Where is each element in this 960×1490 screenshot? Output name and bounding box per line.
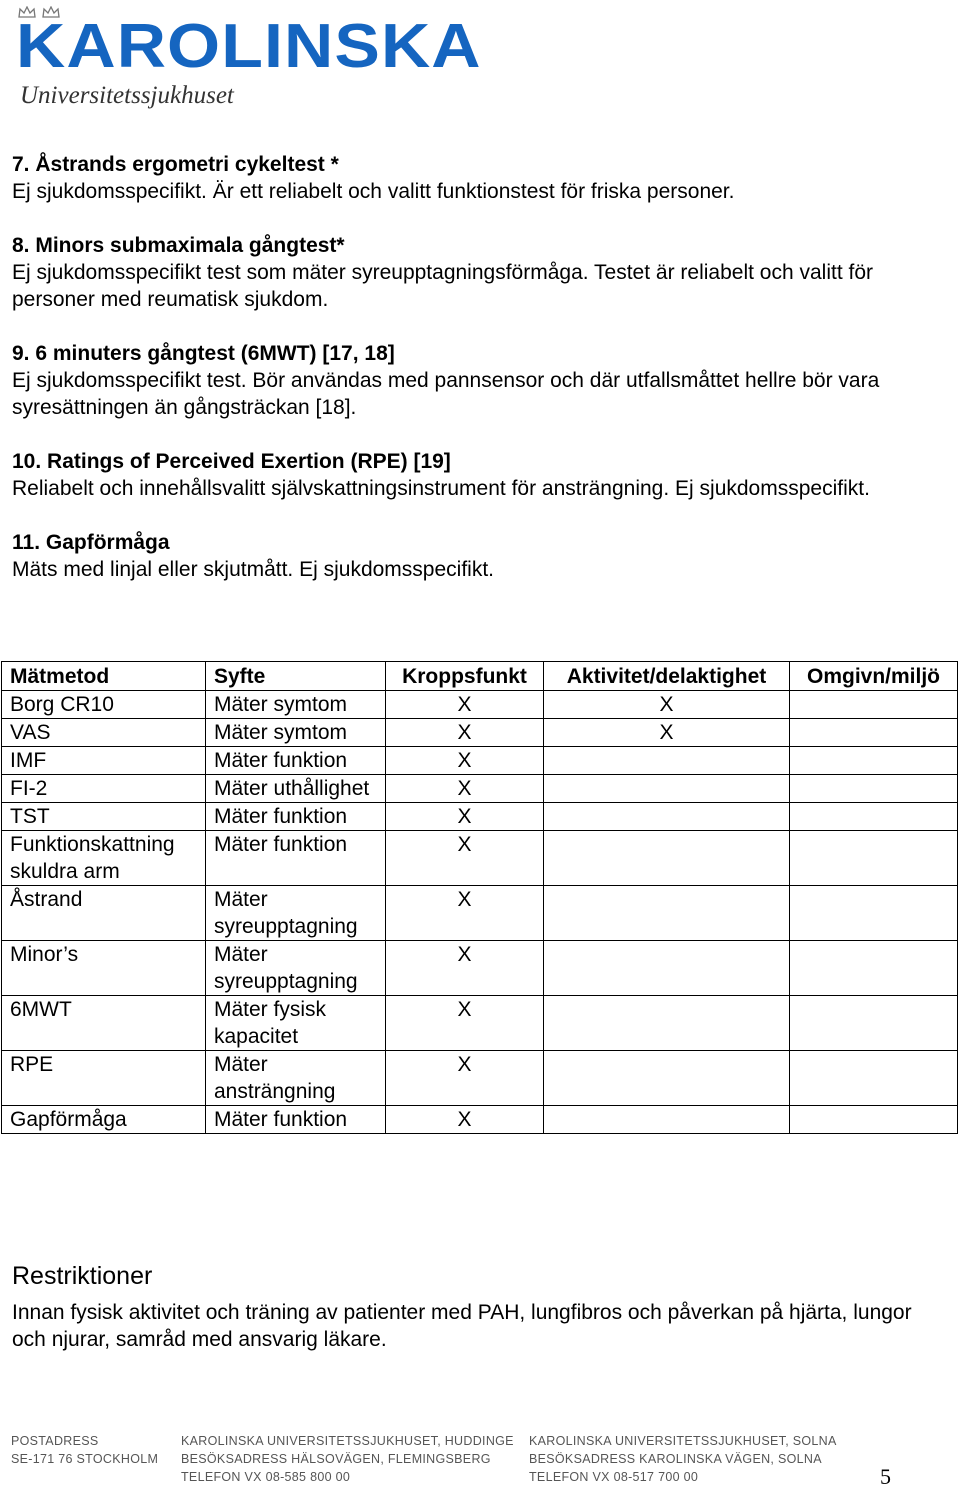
cell-kroppsfunkt: X xyxy=(386,1051,544,1106)
cell-aktivitet xyxy=(544,775,790,803)
cell-kroppsfunkt: X xyxy=(386,803,544,831)
section-body: Ej sjukdomsspecifikt test som mäter syreupptagningsförmåga. Testet är reliabelt och valitt för personer med reumatisk sjukdom. xyxy=(12,261,873,311)
cell-omgivn xyxy=(790,831,958,886)
cell-omgivn xyxy=(790,719,958,747)
cell-omgivn xyxy=(790,691,958,719)
table-row xyxy=(2,831,958,886)
cell-method: 6MWT xyxy=(2,996,206,1051)
table-row xyxy=(2,1106,958,1134)
cell-omgivn xyxy=(790,775,958,803)
cell-purpose: Mäter funktion xyxy=(206,1106,386,1134)
footer-line: BESÖKSADRESS HÄLSOVÄGEN, FLEMINGSBERG xyxy=(181,1452,491,1466)
cell-purpose: Mäter funktion xyxy=(206,803,386,831)
header-matmetod: Mätmetod xyxy=(2,662,206,691)
cell-method: Minor’s xyxy=(2,941,206,996)
cell-kroppsfunkt: X xyxy=(386,831,544,886)
cell-purpose: Mäter fysisk kapacitet xyxy=(206,996,386,1051)
restrictions-body: Innan fysisk aktivitet och träning av patienter med PAH, lungfibros och påverkan på hjärta, lungor och njurar, samråd med ansvarig läkare. xyxy=(12,1301,912,1351)
section-heading: 9. 6 minuters gångtest (6MWT) [17, 18] xyxy=(12,342,395,365)
cell-aktivitet xyxy=(544,1106,790,1134)
cell-method: Åstrand xyxy=(2,886,206,941)
cell-omgivn xyxy=(790,747,958,775)
section-heading: 10. Ratings of Perceived Exertion (RPE) [19] xyxy=(12,450,451,473)
cell-aktivitet xyxy=(544,941,790,996)
section-gapformaga xyxy=(12,529,942,583)
cell-kroppsfunkt: X xyxy=(386,747,544,775)
table-row xyxy=(2,886,958,941)
footer-line: SE-171 76 STOCKHOLM xyxy=(11,1452,159,1466)
section-heading: 11. Gapförmåga xyxy=(12,531,170,554)
cell-omgivn xyxy=(790,886,958,941)
cell-kroppsfunkt: X xyxy=(386,719,544,747)
cell-purpose: Mäter symtom xyxy=(206,691,386,719)
cell-method: RPE xyxy=(2,1051,206,1106)
cell-kroppsfunkt: X xyxy=(386,996,544,1051)
cell-method: FI-2 xyxy=(2,775,206,803)
cell-purpose: Mäter funktion xyxy=(206,831,386,886)
cell-purpose: Mäter syreupptagning xyxy=(206,886,386,941)
footer-line: TELEFON VX 08-517 700 00 xyxy=(529,1470,699,1484)
cell-method: VAS xyxy=(2,719,206,747)
section-body: Ej sjukdomsspecifikt test. Bör användas med pannsensor och där utfallsmåttet hellre bör vara syresättningen än gångsträckan [18]. xyxy=(12,369,880,419)
cell-aktivitet: X xyxy=(544,691,790,719)
table-row xyxy=(2,747,958,775)
section-minors xyxy=(12,232,942,313)
page-number: 5 xyxy=(880,1464,891,1489)
section-body: Reliabelt och innehållsvalitt självskattningsinstrument för ansträngning. Ej sjukdomsspecifikt. xyxy=(12,477,870,500)
cell-aktivitet xyxy=(544,803,790,831)
section-heading: 8. Minors submaximala gångtest* xyxy=(12,234,345,257)
table-row xyxy=(2,803,958,831)
cell-purpose: Mäter uthållighet xyxy=(206,775,386,803)
footer-huddinge xyxy=(181,1432,514,1486)
cell-omgivn xyxy=(790,941,958,996)
cell-method: IMF xyxy=(2,747,206,775)
cell-method: Gapförmåga xyxy=(2,1106,206,1134)
cell-kroppsfunkt: X xyxy=(386,691,544,719)
cell-purpose: Mäter ansträngning xyxy=(206,1051,386,1106)
section-body: Ej sjukdomsspecifikt. Är ett reliabelt och valitt funktionstest för friska personer. xyxy=(12,180,735,203)
cell-omgivn xyxy=(790,803,958,831)
cell-method: Funktionskattning skuldra arm xyxy=(2,831,206,886)
cell-omgivn xyxy=(790,996,958,1051)
restrictions-heading: Restriktioner xyxy=(12,1262,153,1290)
cell-aktivitet xyxy=(544,747,790,775)
cell-method: TST xyxy=(2,803,206,831)
table-row xyxy=(2,1051,958,1106)
section-rpe xyxy=(12,448,942,502)
section-heading: 7. Åstrands ergometri cykeltest * xyxy=(12,153,339,176)
cell-kroppsfunkt: X xyxy=(386,1106,544,1134)
cell-aktivitet xyxy=(544,996,790,1051)
section-body: Mäts med linjal eller skjutmått. Ej sjukdomsspecifikt. xyxy=(12,558,494,581)
cell-aktivitet xyxy=(544,886,790,941)
logo-subtitle: Universitetssjukhuset xyxy=(20,82,234,109)
logo-name: KAROLINSKA xyxy=(16,12,482,81)
table-row xyxy=(2,719,958,747)
section-6mwt xyxy=(12,340,942,421)
cell-aktivitet xyxy=(544,1051,790,1106)
cell-kroppsfunkt: X xyxy=(386,886,544,941)
header-syfte: Syfte xyxy=(206,662,386,691)
table-row xyxy=(2,941,958,996)
footer-line: POSTADRESS xyxy=(11,1434,99,1448)
header-omgivn: Omgivn/miljö xyxy=(790,662,958,691)
footer-solna xyxy=(529,1432,837,1486)
section-astrand xyxy=(12,151,942,205)
cell-aktivitet xyxy=(544,831,790,886)
footer-line: BESÖKSADRESS KAROLINSKA VÄGEN, SOLNA xyxy=(529,1452,822,1466)
table-row xyxy=(2,775,958,803)
cell-purpose: Mäter syreupptagning xyxy=(206,941,386,996)
cell-kroppsfunkt: X xyxy=(386,941,544,996)
table-row xyxy=(2,691,958,719)
header-aktivitet: Aktivitet/delaktighet xyxy=(544,662,790,691)
table-row xyxy=(2,996,958,1051)
cell-aktivitet: X xyxy=(544,719,790,747)
cell-omgivn xyxy=(790,1051,958,1106)
table-header-row xyxy=(2,662,958,691)
test-sections xyxy=(12,151,942,610)
cell-purpose: Mäter funktion xyxy=(206,747,386,775)
footer-line: TELEFON VX 08-585 800 00 xyxy=(181,1470,351,1484)
footer-line: KAROLINSKA UNIVERSITETSSJUKHUSET, SOLNA xyxy=(529,1434,837,1448)
cell-method: Borg CR10 xyxy=(2,691,206,719)
footer-postal xyxy=(11,1432,158,1468)
measurement-table xyxy=(1,661,958,1134)
header-kroppsfunkt: Kroppsfunkt xyxy=(386,662,544,691)
cell-purpose: Mäter symtom xyxy=(206,719,386,747)
cell-omgivn xyxy=(790,1106,958,1134)
footer-line: KAROLINSKA UNIVERSITETSSJUKHUSET, HUDDINGE xyxy=(181,1434,514,1448)
cell-kroppsfunkt: X xyxy=(386,775,544,803)
